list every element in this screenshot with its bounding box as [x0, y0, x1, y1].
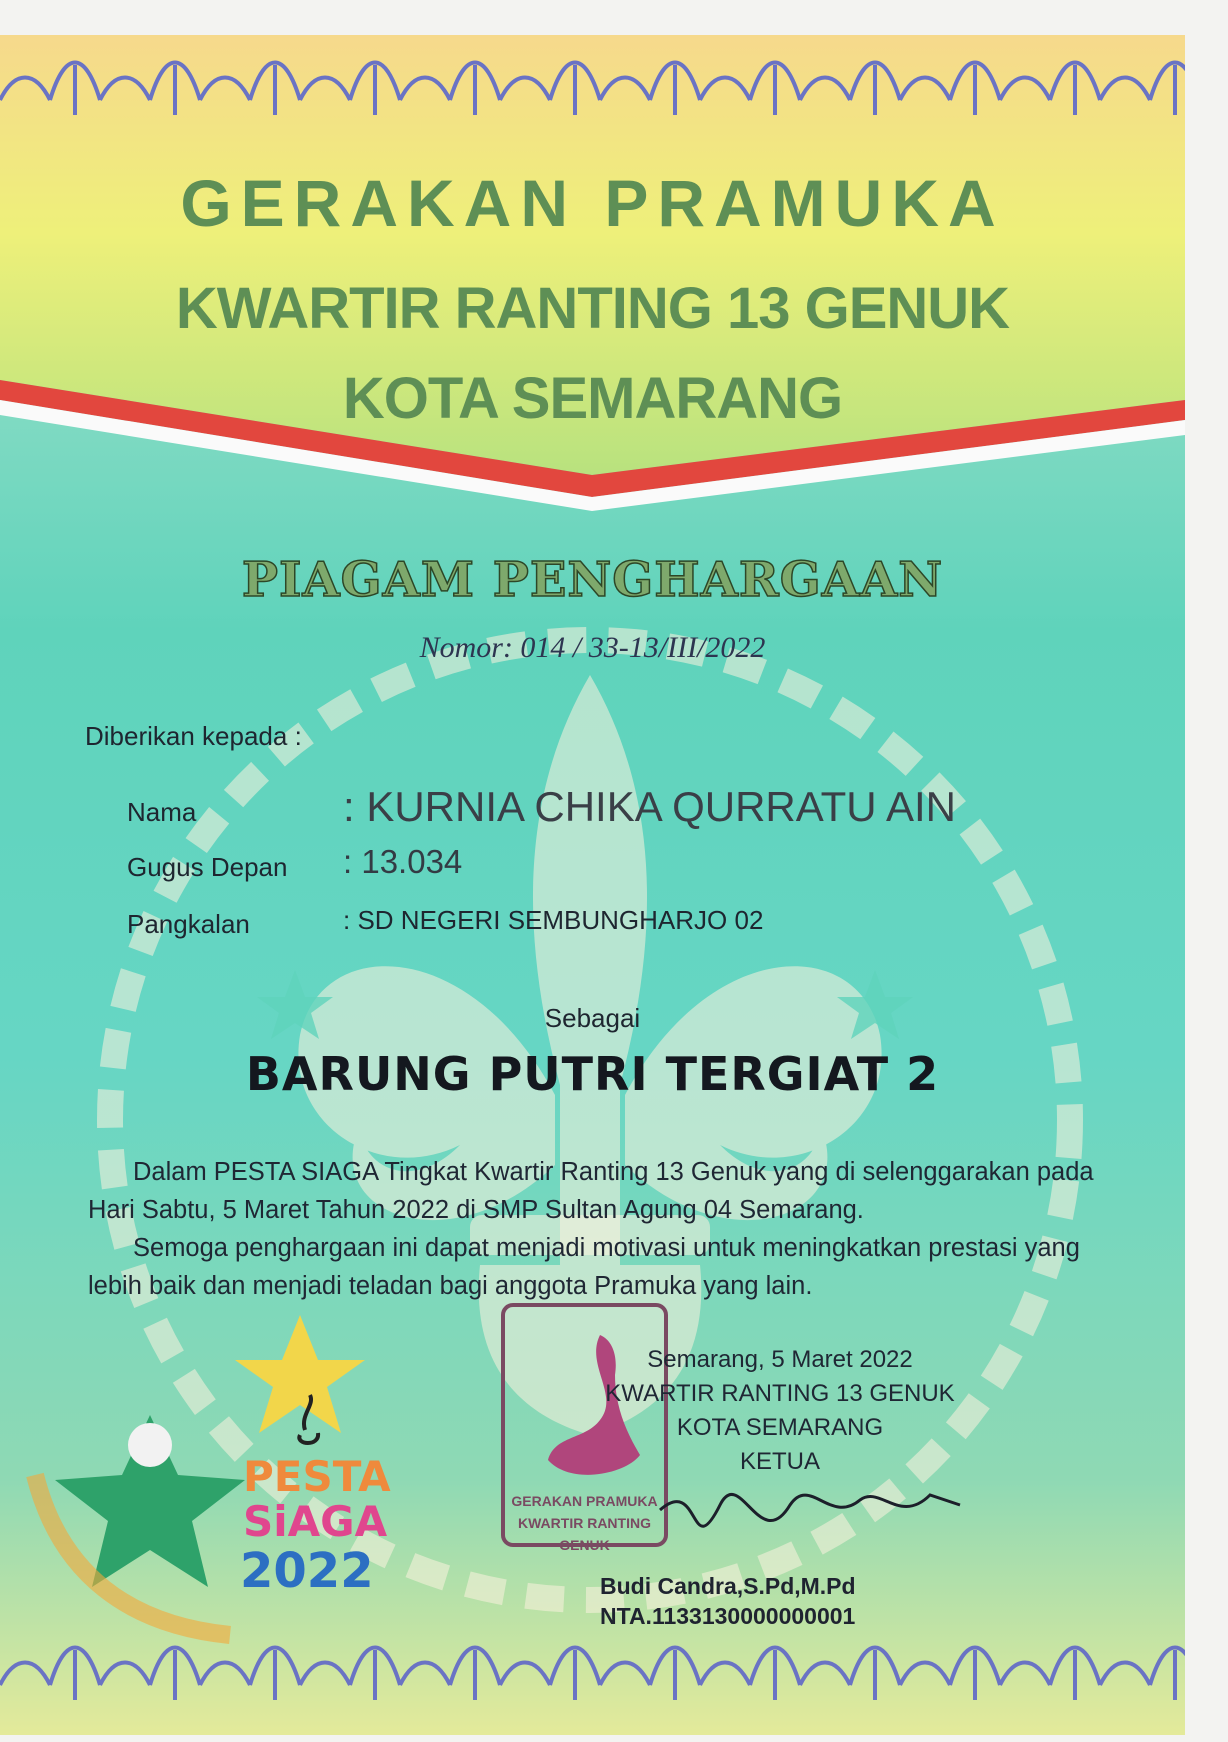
ornament-motif — [800, 1648, 900, 1701]
signer-position: KETUA — [739, 1448, 820, 1475]
signature-block — [570, 1343, 990, 1479]
pangkalan-label: Pangkalan — [127, 909, 250, 939]
ornament-motif — [900, 1648, 1000, 1701]
stamp-line-2: KWARTIR RANTING — [518, 1515, 651, 1531]
logo-star-yellow — [235, 1315, 365, 1433]
gugus-depan-value: : 13.034 — [343, 843, 463, 880]
body-paragraph-2: Semoga penghargaan ini dapat menjadi motivasi untuk meningkatkan prestasi yang lebih baik dan menjadi teladan bagi anggota Pramuka yang lain. — [88, 1234, 1080, 1300]
ornament-motif — [1100, 1648, 1185, 1701]
ornament-motif — [700, 1648, 800, 1701]
certificate-sheet — [0, 35, 1185, 1735]
signature — [660, 1494, 960, 1526]
gugus-depan-label: Gugus Depan — [127, 852, 288, 882]
certificate-number: Nomor: 014 / 33-13/III/2022 — [419, 631, 766, 664]
event-logo-siaga: SiAGA — [243, 1497, 388, 1546]
ornament-motif — [100, 1648, 200, 1701]
org-title: GERAKAN PRAMUKA — [180, 166, 1005, 240]
signer-nta: NTA.1133130000000001 — [600, 1603, 856, 1629]
ornament-motif — [600, 1648, 700, 1701]
signer-org-line-2: KOTA SEMARANG — [676, 1414, 884, 1441]
as-label: Sebagai — [544, 1003, 641, 1033]
signer-name: Budi Candra,S.Pd,M.Pd — [600, 1573, 856, 1599]
name-value: : KURNIA CHIKA QURRATU AIN — [343, 783, 956, 830]
org-subtitle-1: KWARTIR RANTING 13 GENUK — [175, 276, 1010, 341]
stamp-text — [502, 1490, 667, 1556]
ornament-motif — [1000, 1648, 1100, 1701]
name-label: Nama — [127, 797, 197, 827]
pangkalan-value: : SD NEGERI SEMBUNGHARJO 02 — [343, 905, 764, 935]
ornament-motif — [200, 1648, 300, 1701]
ornament-motif — [500, 1648, 600, 1701]
certificate-title: PIAGAM PENGHARGAAN — [241, 552, 944, 608]
bottom-ornament-border — [0, 1648, 1185, 1701]
event-logo-pesta: PESTA — [243, 1452, 391, 1501]
org-subtitle-2: KOTA SEMARANG — [342, 366, 843, 431]
certificate-body — [88, 1153, 1128, 1305]
body-paragraph-1: Dalam PESTA SIAGA Tingkat Kwartir Ranting 13 Genuk yang di selenggarakan pada Hari Sabtu, 5 Maret Tahun 2022 di SMP Sultan Agung 04 Semarang. — [88, 1158, 1094, 1224]
ornament-motif — [400, 1648, 500, 1701]
stamp-line-1: GERAKAN PRAMUKA — [511, 1493, 658, 1509]
event-logo-year: 2022 — [240, 1543, 374, 1599]
logo-figure-head — [128, 1423, 172, 1467]
stamp-line-3: GENUK — [559, 1537, 610, 1553]
ornament-motif — [300, 1648, 400, 1701]
signer-org-line-1: KWARTIR RANTING 13 GENUK — [605, 1380, 955, 1407]
place-date: Semarang, 5 Maret 2022 — [647, 1346, 913, 1373]
ornament-motif — [0, 1648, 100, 1701]
award-title: BARUNG PUTRI TERGIAT 2 — [245, 1047, 940, 1101]
given-to-label: Diberikan kepada : — [85, 721, 302, 751]
